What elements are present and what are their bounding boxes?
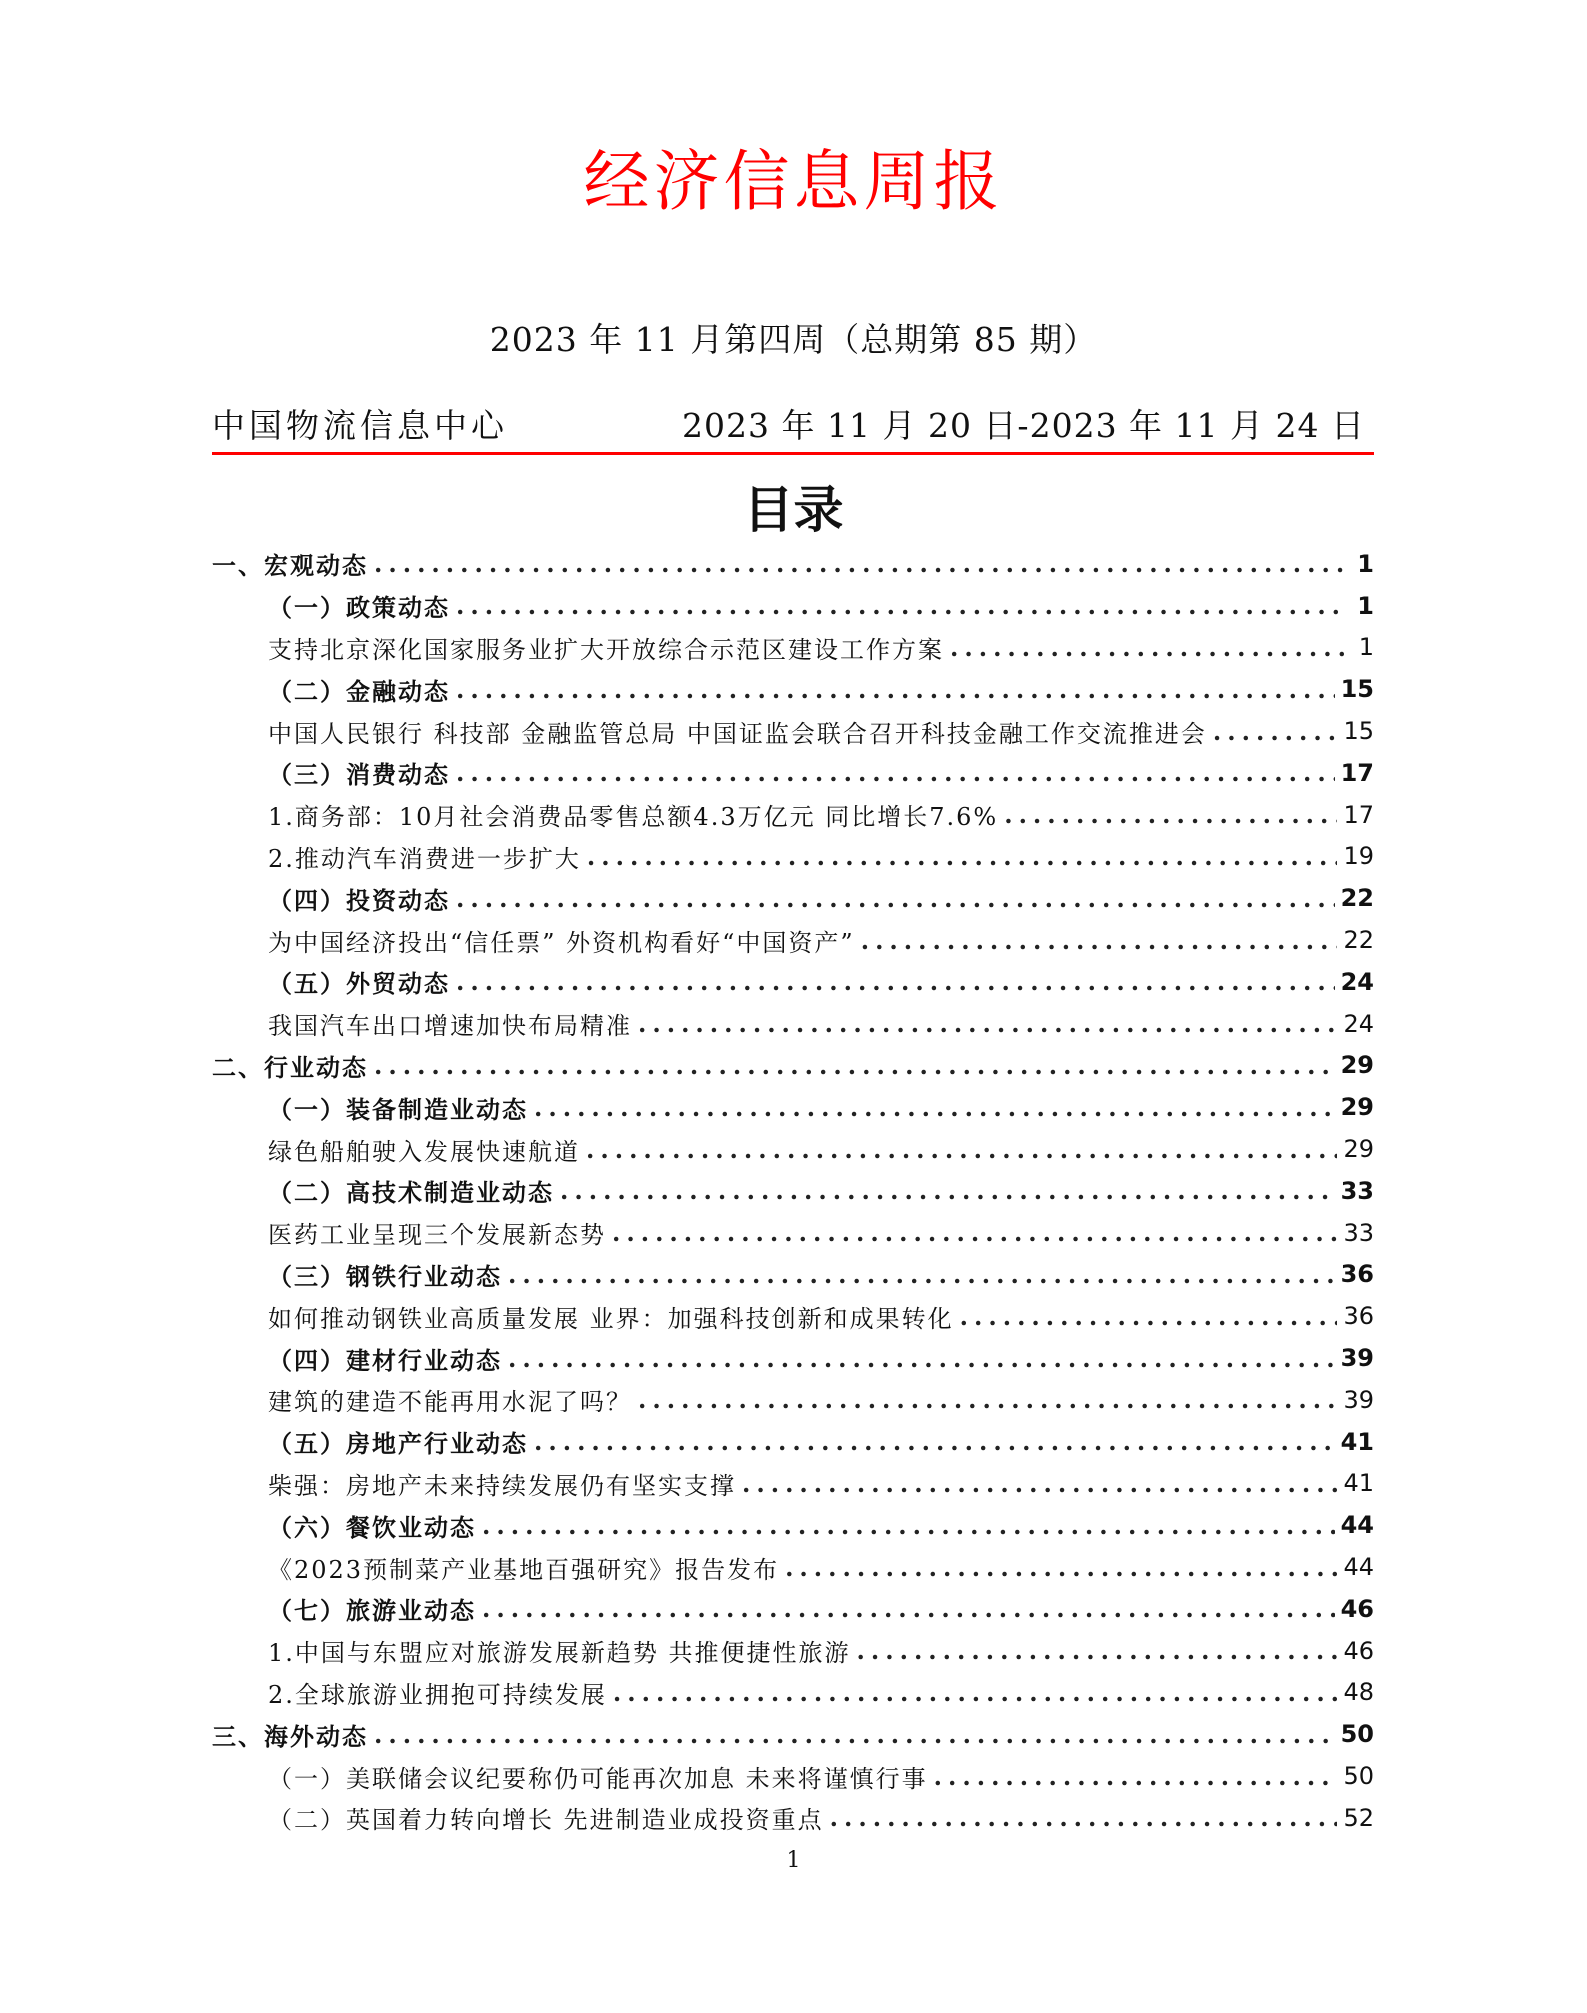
toc-entry-title: （三）消费动态 [268,760,450,790]
toc-entry-page: 29 [1340,1093,1374,1122]
toc-entry-page: 50 [1340,1720,1374,1749]
toc-entry[interactable] [212,1170,1374,1212]
toc-entry-title: （二）高技术制造业动态 [268,1178,554,1208]
toc-entry-page: 29 [1343,1135,1374,1164]
toc-entry[interactable] [212,1045,1374,1087]
toc-leader-dots [456,591,1344,620]
toc-leader-dots [560,1176,1335,1205]
toc-entry[interactable] [212,1463,1374,1505]
toc-heading: 目录 [743,481,844,539]
toc-leader-dots [482,1594,1335,1623]
toc-entry-title: 《2023预制菜产业基地百强研究》报告发布 [268,1555,780,1584]
toc-entry-page: 15 [1340,675,1374,704]
toc-leader-dots [742,1469,1337,1498]
toc-entry-title: （五）房地产行业动态 [268,1429,528,1459]
toc-entry[interactable] [212,627,1374,669]
date-range: 2023 年 11 月 20 日-2023 年 11 月 24 日 [682,406,1365,445]
toc-leader-dots [456,967,1335,996]
toc-entry[interactable] [212,1212,1374,1254]
toc-entry-page: 1 [1357,549,1374,578]
toc-leader-dots [374,1720,1335,1749]
document-title: 经济信息周报 [583,143,1004,220]
toc-entry[interactable] [212,919,1374,961]
toc-entry[interactable] [212,1630,1374,1672]
toc-entry-title: 2.推动汽车消费进一步扩大 [268,844,581,873]
toc-leader-dots [586,1135,1337,1164]
toc-entry[interactable] [212,1421,1374,1463]
toc-entry-title: （三）钢铁行业动态 [268,1261,502,1291]
toc-entry-page: 24 [1340,967,1374,996]
toc-entry-page: 1 [1358,633,1374,662]
toc-entry-title: （二）英国着力转向增长 先进制造业成投资重点 [268,1806,824,1835]
toc-entry[interactable] [212,794,1374,836]
toc-entry-title: 支持北京深化国家服务业扩大开放综合示范区建设工作方案 [268,635,944,664]
toc-leader-dots [534,1093,1335,1122]
toc-entry-title: （七）旅游业动态 [268,1596,476,1626]
toc-leader-dots [534,1427,1335,1456]
toc-leader-dots [950,633,1344,662]
toc-entry-page: 44 [1340,1511,1374,1540]
toc-entry-title: 柴强：房地产未来持续发展仍有坚实支撑 [268,1471,736,1500]
toc-leader-dots [857,1636,1338,1665]
toc-entry-page: 46 [1343,1636,1374,1665]
toc-leader-dots [785,1553,1337,1582]
toc-entry[interactable] [212,668,1374,710]
toc-entry-page: 41 [1343,1469,1374,1498]
toc-entry-title: （二）金融动态 [268,676,450,706]
toc-leader-dots [960,1302,1338,1331]
toc-entry[interactable] [212,1337,1374,1379]
toc-entry-title: 2.全球旅游业拥抱可持续发展 [268,1680,607,1709]
toc-entry-title: 1.商务部：10月社会消费品零售总额4.3万亿元 同比增长7.6% [268,803,999,832]
toc-leader-dots [638,1385,1337,1414]
toc-entry-title: 三、海外动态 [212,1721,368,1751]
toc-leader-dots [374,1051,1335,1080]
toc-entry-title: 中国人民银行 科技部 金融监管总局 中国证监会联合召开科技金融工作交流推进会 [268,719,1207,748]
toc-entry-page: 33 [1340,1176,1374,1205]
toc-entry[interactable] [212,1546,1374,1588]
toc-entry[interactable] [212,1588,1374,1630]
toc-entry-page: 44 [1343,1553,1374,1582]
toc-entry-title: 医药工业呈现三个发展新态势 [268,1221,606,1250]
toc-entry-page: 39 [1343,1385,1374,1414]
toc-entry-page: 52 [1343,1803,1374,1832]
toc-entry-title: 二、行业动态 [212,1052,368,1082]
toc-entry-title: （五）外贸动态 [268,969,450,999]
toc-entry-title: （一）政策动态 [268,593,450,623]
toc-entry-page: 24 [1343,1009,1374,1038]
toc-leader-dots [613,1678,1338,1707]
toc-entry[interactable] [212,961,1374,1003]
toc-entry-title: （四）建材行业动态 [268,1345,502,1375]
toc-entry-title: 为中国经济投出“信任票” 外资机构看好“中国资产” [268,928,855,957]
toc-entry[interactable] [212,1128,1374,1170]
table-of-contents [212,543,1374,1839]
toc-entry-page: 36 [1343,1302,1374,1331]
header-divider [212,452,1374,455]
toc-entry[interactable] [212,710,1374,752]
toc-entry-page: 36 [1340,1260,1374,1289]
toc-entry[interactable] [212,836,1374,878]
toc-entry[interactable] [212,1672,1374,1714]
toc-entry-title: （一）美联储会议纪要称仍可能再次加息 未来将谨慎行事 [268,1764,928,1793]
toc-entry[interactable] [212,1755,1374,1797]
toc-leader-dots [508,1260,1335,1289]
toc-entry[interactable] [212,585,1374,627]
toc-leader-dots [1004,800,1337,829]
toc-entry-page: 39 [1340,1344,1374,1373]
toc-entry-title: （六）餐饮业动态 [268,1512,476,1542]
toc-entry[interactable] [212,752,1374,794]
organization-name: 中国物流信息中心 [212,406,508,445]
toc-entry-page: 50 [1343,1762,1374,1790]
page-number: 1 [786,1848,801,1873]
toc-entry[interactable] [212,1295,1374,1337]
toc-entry-title: 绿色船舶驶入发展快速航道 [268,1137,580,1166]
toc-entry-page: 22 [1343,926,1374,955]
toc-entry-page: 19 [1343,842,1374,871]
toc-entry-page: 17 [1340,758,1374,787]
toc-entry-title: 建筑的建造不能再用水泥了吗？ [268,1388,632,1417]
toc-entry-title: 我国汽车出口增速加快布局精准 [268,1012,632,1041]
toc-entry-page: 15 [1343,717,1374,746]
issue-subtitle: 2023 年 11 月第四周（总期第 85 期） [489,320,1098,359]
toc-entry-page: 48 [1343,1678,1374,1707]
toc-entry[interactable] [212,543,1374,585]
toc-entry[interactable] [212,1086,1374,1128]
toc-leader-dots [456,675,1335,704]
toc-entry[interactable] [212,1379,1374,1421]
toc-entry[interactable] [212,1254,1374,1296]
toc-leader-dots [934,1762,1338,1791]
toc-entry-page: 29 [1340,1051,1374,1080]
toc-entry-page: 41 [1340,1427,1374,1456]
toc-leader-dots [374,549,1344,578]
toc-entry[interactable] [212,1003,1374,1045]
toc-entry-page: 46 [1340,1594,1374,1623]
toc-entry-title: （四）投资动态 [268,885,450,915]
toc-leader-dots [1213,717,1338,746]
toc-entry[interactable] [212,1797,1374,1839]
toc-entry[interactable] [212,1713,1374,1755]
toc-entry-page: 17 [1343,800,1374,829]
toc-entry-page: 1 [1357,591,1374,620]
toc-leader-dots [456,758,1335,787]
toc-entry-title: 一、宏观动态 [212,551,368,581]
toc-leader-dots [482,1511,1335,1540]
toc-leader-dots [861,926,1338,955]
toc-leader-dots [612,1218,1337,1247]
toc-leader-dots [638,1009,1337,1038]
toc-leader-dots [587,842,1338,871]
toc-leader-dots [456,884,1335,913]
toc-entry-title: 1.中国与东盟应对旅游发展新趋势 共推便捷性旅游 [268,1639,851,1668]
toc-entry-title: （一）装备制造业动态 [268,1094,528,1124]
toc-leader-dots [508,1344,1335,1373]
toc-entry-title: 如何推动钢铁业高质量发展 业界：加强科技创新和成果转化 [268,1304,954,1333]
toc-entry-page: 33 [1343,1218,1374,1247]
toc-entry[interactable] [212,877,1374,919]
toc-entry[interactable] [212,1504,1374,1546]
toc-entry-page: 22 [1340,884,1374,913]
toc-leader-dots [830,1803,1338,1832]
